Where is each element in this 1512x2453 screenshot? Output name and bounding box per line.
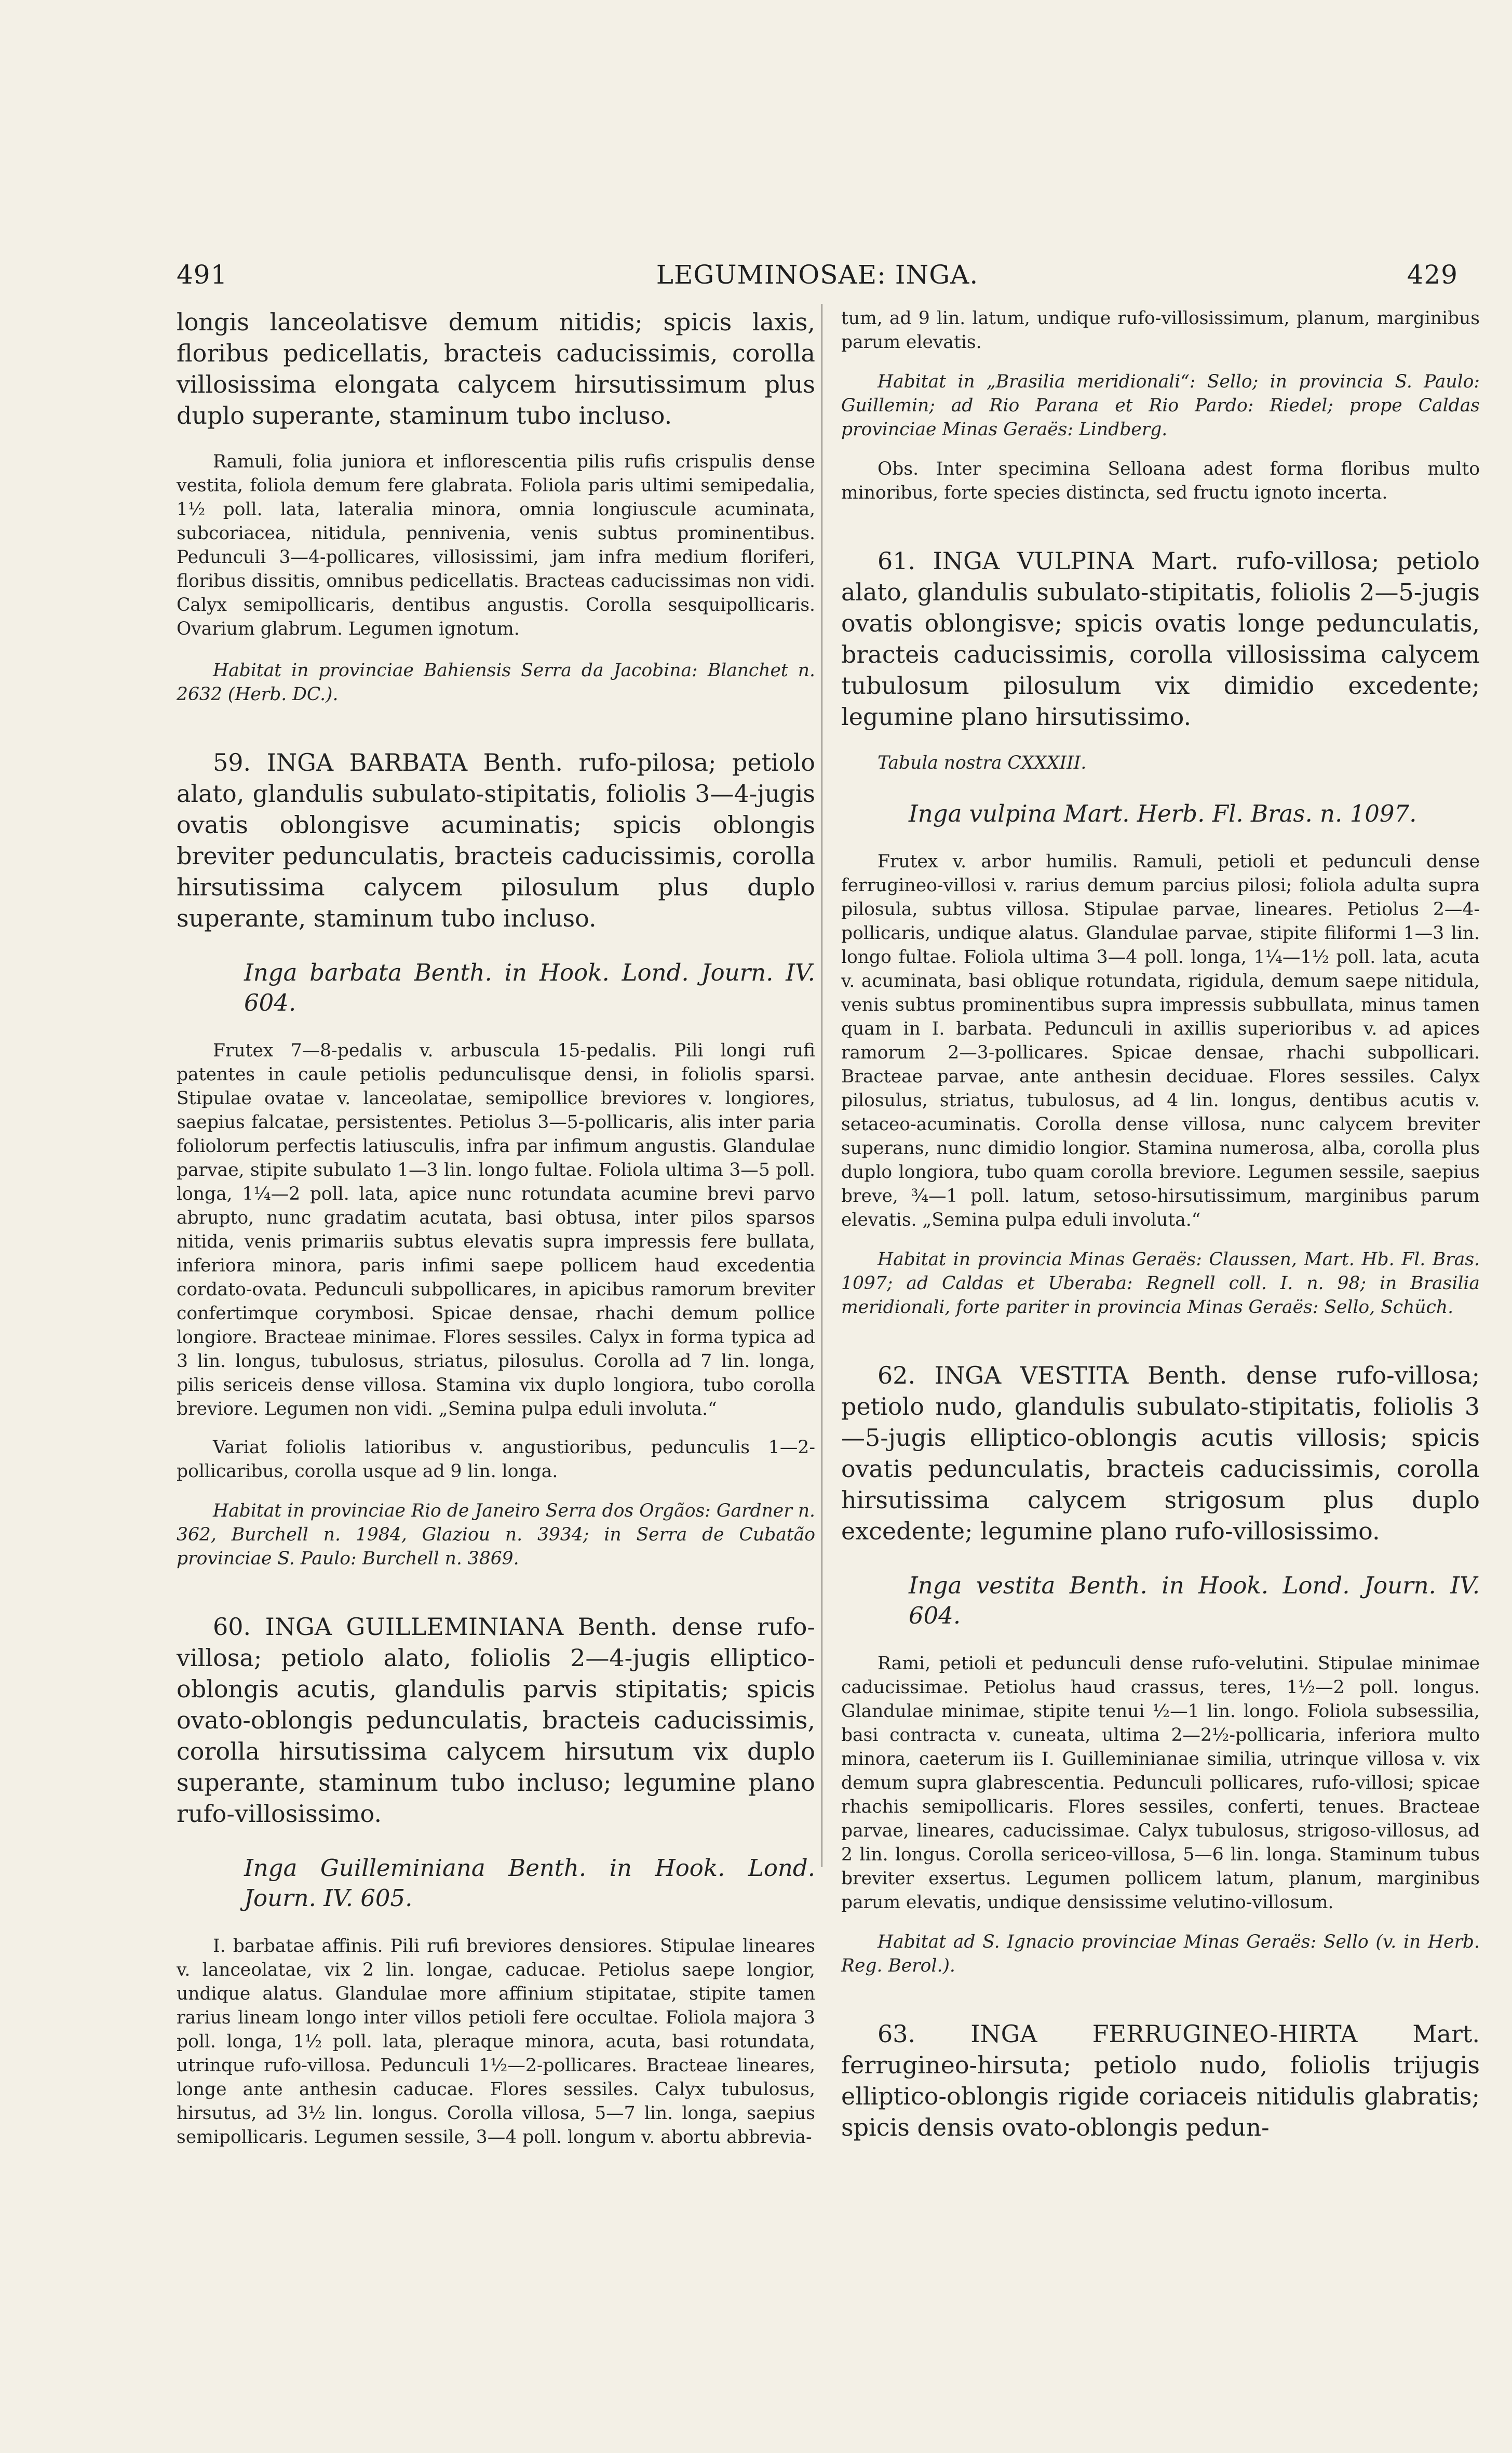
spacer [177, 1585, 815, 1611]
species-61-diagnosis: 61. INGA VULPINA Mart. rufo-villosa; petiolo alato, glandulis subulato-stipitatis, foliolis 2—5-jugis ovatis oblongisve; spicis ovatis longe pedunculatis, bracteis caducissimis, corolla villosissima calycem tubulosum pilosulum vix dimidio excedente; legumine plano hirsutissimo. [841, 547, 1480, 731]
species-61-habitat: Habitat in provincia Minas Geraës: Claussen, Mart. Hb. Fl. Bras. 1097; ad Caldas et Uberaba: Regnell coll. I. n. 98; in Brasilia meridionali, forte pariter in provincia Minas Geraës: Sello, Schüch. [841, 1249, 1480, 1318]
species-59-variation: Variat foliolis latioribus v. angustioribus, pedunculis 1—2-pollicaribus, corolla usque ad 9 lin. longa. [177, 1437, 815, 1482]
observation-paragraph: Obs. Inter specimina Selloana adest forma floribus multo minoribus, forte species distincta, sed fructu ignoto incerta. [841, 459, 1480, 503]
spacer [841, 1334, 1480, 1360]
species-62-diagnosis: 62. INGA VESTITA Benth. dense rufo-villosa; petiolo nudo, glandulis subulato-stipitatis, foliolis 3—5-jugis elliptico-oblongis acutis villosis; spicis ovatis pedunculatis, bracteis caducissimis, corolla hirsutissima calycem strigosum plus duplo excedente; legumine plano rufo-villosissimo. [841, 1361, 1480, 1545]
species-61-plate: Tabula nostra CXXXIII. [878, 753, 1087, 773]
species-61-reference: Inga vulpina Mart. Herb. Fl. Bras. n. 1097. [909, 800, 1417, 827]
description-paragraph: Ramuli, folia juniora et inflorescentia pilis rufis crispulis dense vestita, foliola demum fere glabrata. Foliola paris ultimi semipedalia, 1½ poll. lata, lateralia minora, omnia longiuscule acuminata, subcoriacea, nitidula, pennivenia, venis subtus prominentibus. Pedunculi 3—4-pollicares, villosissimi, jam infra medium floriferi, floribus dissitis, omnibus pedicellatis. Bracteas caducissimas non vidi. Calyx semipollicaris, dentibus angustis. Corolla sesquipollicaris. Ovarium glabrum. Legumen ignotum. [177, 451, 815, 639]
habitat-paragraph: Habitat in provinciae Bahiensis Serra da Jacobina: Blanchet n. 2632 (Herb. DC.). [177, 660, 815, 705]
right-column [841, 306, 1480, 2157]
spacer [841, 519, 1480, 545]
left-column [177, 306, 815, 2164]
column-divider [821, 304, 822, 1867]
spacer [841, 1992, 1480, 2018]
species-60-reference: Inga Guilleminiana Benth. in Hook. Lond. Journ. IV. 605. [244, 1854, 815, 1912]
continued-description: tum, ad 9 lin. latum, undique rufo-villosissimum, planum, marginibus parum elevatis. [841, 308, 1480, 353]
species-59-description: Frutex 7—8-pedalis v. arbuscula 15-pedalis. Pili longi rufi patentes in caule petiolis pedunculisque densi, in foliolis sparsi. Stipulae ovatae v. lanceolatae, semipollice breviores v. longiores, saepius falcatae, persistentes. Petiolus 3—5-pollicaris, alis inter paria foliolorum perfectis latiusculis, infra par infimum angustis. Glandulae parvae, stipite subulato 1—3 lin. longo fultae. Foliola ultima 3—5 poll. longa, 1¼—2 poll. lata, apice nunc rotundata acumine brevi parvo abrupto, nunc gradatim acutata, basi obtusa, inter pilos sparsos nitida, venis primariis subtus elevatis supra impressis fere bullata, inferiora minora, paris infimi saepe pollicem haud excedentia cordato-ovata. Pedunculi subpollicares, in apicibus ramorum breviter confertimque corymbosi. Spicae densae, rhachi demum pollice longiore. Bracteae minimae. Flores sessiles. Calyx in forma typica ad 3 lin. longus, tubulosus, striatus, pilosulus. Corolla ad 7 lin. longa, pilis sericeis dense villosa. Stamina vix duplo longiora, tubo corolla breviore. Legumen non vidi. „Semina pulpa eduli involuta.“ [177, 1040, 815, 1419]
species-62-description: Rami, petioli et pedunculi dense rufo-velutini. Stipulae minimae caducissimae. Petiolus haud crassus, teres, 1½—2 poll. longus. Glandulae minimae, stipite tenui ½—1 lin. longo. Foliola subsessilia, basi contracta v. cuneata, ultima 2—2½-pollicaria, inferiora multo minora, caeterum iis I. Guilleminianae similia, utrinque villosa v. vix demum supra glabrescentia. Pedunculi pollicares, rufo-villosi; spicae rhachis semipollicaris. Flores sessiles, conferti, tenues. Bracteae parvae, lineares, caducissimae. Calyx tubulosus, strigoso-villosus, ad 2 lin. longus. Corolla sericeo-villosa, 5—6 lin. longa. Staminum tubus breviter exsertus. Legumen pollicem latum, planum, marginibus parum elevatis, undique densissime velutino-villosum. [841, 1653, 1480, 1913]
species-60-description: I. barbatae affinis. Pili rufi breviores densiores. Stipulae lineares v. lanceolatae, vix 2 lin. longae, caducae. Petiolus saepe longior, undique alatus. Glandulae more affinium stipitatae, stipite tamen rarius lineam longo inter villos petioli fere occultae. Foliola majora 3 poll. longa, 1½ poll. lata, pleraque minora, acuta, basi rotundata, utrinque rufo-villosa. Pedunculi 1½—2-pollicares. Bracteae lineares, longe ante anthesin caducae. Flores sessiles. Calyx tubulosus, hirsutus, ad 3½ lin. longus. Corolla villosa, 5—7 lin. longa, saepius semipollicaris. Legumen sessile, 3—4 poll. longum v. abortu abbrevia- [177, 1936, 815, 2148]
habitat-paragraph: Habitat in „Brasilia meridionali“: Sello; in provincia S. Paulo: Guillemin; ad Rio Parana et Rio Pardo: Riedel; prope Caldas provinciae Minas Geraës: Lindberg. [841, 371, 1480, 440]
species-60-diagnosis: 60. INGA GUILLEMINIANA Benth. dense rufo-villosa; petiolo alato, foliolis 2—4-jugis elliptico-oblongis acutis, glandulis parvis stipitatis; spicis ovato-oblongis pedunculatis, bracteis caducissimis, corolla hirsutissima calycem hirsutum vix duplo superante, staminum tubo incluso; legumine plano rufo-villosissimo. [177, 1613, 815, 1828]
species-59-habitat: Habitat in provinciae Rio de Janeiro Serra dos Orgãos: Gardner n. 362, Burchell n. 1984, Glaziou n. 3934; in Serra de Cubatão provinciae S. Paulo: Burchell n. 3869. [177, 1500, 815, 1569]
continued-diagnosis: longis lanceolatisve demum nitidis; spicis laxis, floribus pedicellatis, bracteis caducissimis, corolla villosissima elongata calycem hirsutissimum plus duplo superante, staminum tubo incluso. [177, 308, 815, 430]
species-63-diagnosis: 63. INGA FERRUGINEO-HIRTA Mart. ferrugineo-hirsuta; petiolo nudo, foliolis trijugis elliptico-oblongis rigide coriaceis nitidulis glabratis; spicis densis ovato-oblongis pedun- [841, 2020, 1480, 2141]
running-head [177, 260, 1458, 296]
right-page-number: 429 [1407, 260, 1458, 290]
species-62-reference: Inga vestita Benth. in Hook. Lond. Journ. IV. 604. [909, 1572, 1480, 1629]
species-59-reference: Inga barbata Benth. in Hook. Lond. Journ. IV. 604. [244, 959, 815, 1016]
left-page-number: 491 [177, 260, 228, 290]
spacer [177, 721, 815, 747]
species-62-habitat: Habitat ad S. Ignacio provinciae Minas Geraës: Sello (v. in Herb. Reg. Berol.). [841, 1932, 1480, 1976]
species-61-description: Frutex v. arbor humilis. Ramuli, petioli et pedunculi dense ferrugineo-villosi v. rarius demum parcius pilosi; foliola adulta supra pilosula, subtus villosa. Stipulae parvae, lineares. Petiolus 2—4-pollicaris, undique alatus. Glandulae parvae, stipite filiformi 1—3 lin. longo fultae. Foliola ultima 3—4 poll. longa, 1¼—1½ poll. lata, acuta v. acuminata, basi oblique rotundata, rigidula, demum saepe nitidula, venis subtus prominentibus supra impressis subbullata, minus tamen quam in I. barbata. Pedunculi in axillis superioribus v. ad apices ramorum 2—3-pollicares. Spicae densae, rhachi subpollicari. Bracteae parvae, ante anthesin deciduae. Flores sessiles. Calyx pilosulus, striatus, tubulosus, ad 4 lin. longus, dentibus acutis v. setaceo-acuminatis. Corolla dense villosa, nunc calycem breviter superans, nunc dimidio longior. Stamina numerosa, alba, corolla plus duplo longiora, tubo quam corolla breviore. Legumen sessile, saepius breve, ¾—1 poll. latum, setoso-hirsutissimum, marginibus parum elevatis. „Semina pulpa eduli involuta.“ [841, 851, 1480, 1230]
running-title: LEGUMINOSAE: INGA. [656, 260, 979, 290]
species-59-diagnosis: 59. INGA BARBATA Benth. rufo-pilosa; petiolo alato, glandulis subulato-stipitatis, foliolis 3—4-jugis ovatis oblongisve acuminatis; spicis oblongis breviter pedunculatis, bracteis caducissimis, corolla hirsutissima calycem pilosulum plus duplo superante, staminum tubo incluso. [177, 748, 815, 932]
